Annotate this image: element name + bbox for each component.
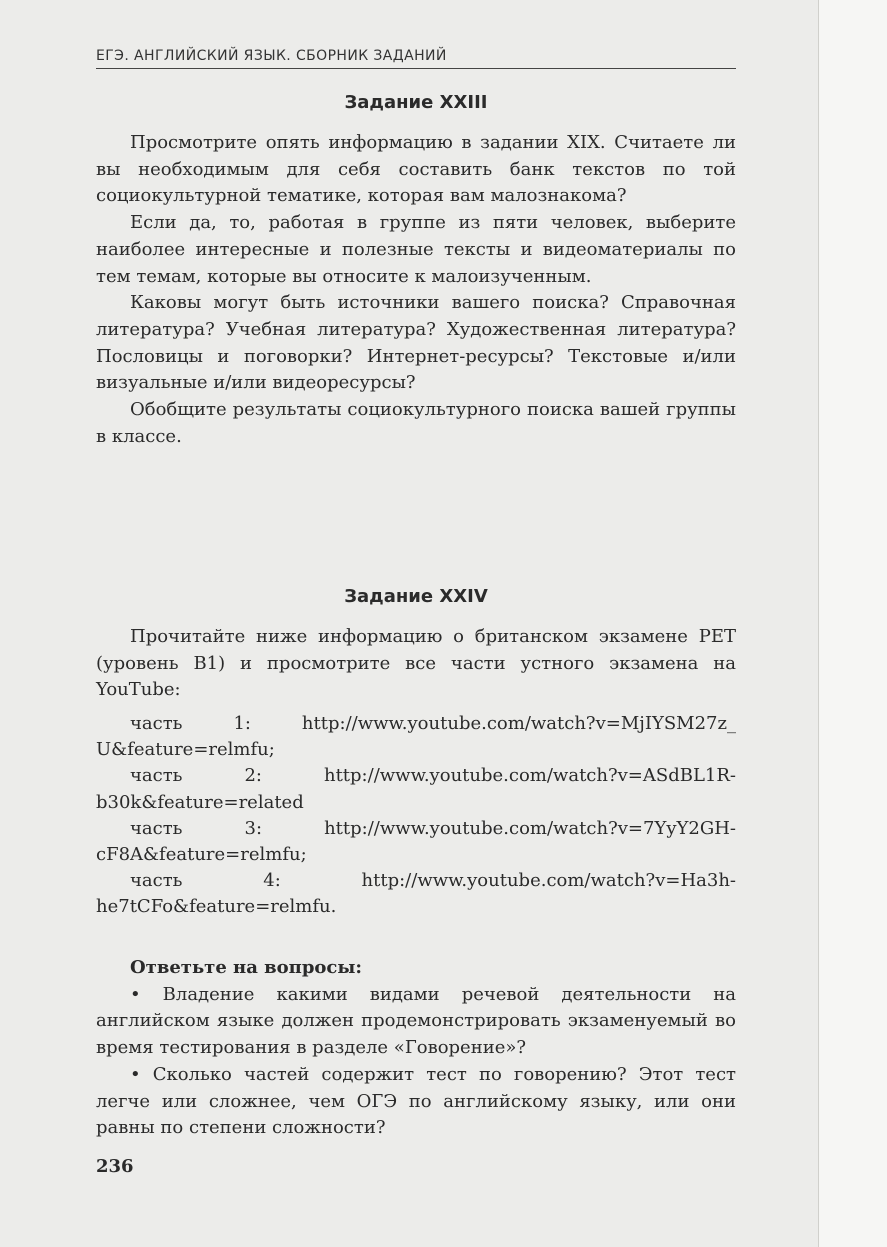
link-4-line-2: he7tCFo&feature=relmfu. [96, 896, 337, 918]
task-24-intro-block [96, 624, 736, 704]
task-23-paragraph-3: Каковы могут быть источники вашего поиска? Справочная литература? Учебная литература? Художественная литература? Пословицы и поговорки? Интернет-ресурсы? Текстовые и/или визуальные и/или видеоресурсы? [96, 292, 736, 394]
task-24-title: Задание XXIV [344, 586, 488, 607]
link-item [96, 763, 736, 815]
link-1-line-2: U&feature=relmfu; [96, 739, 275, 761]
youtube-links [96, 711, 736, 921]
link-item [96, 816, 736, 868]
task-23-paragraph-2: Если да, то, работая в группе из пяти человек, выберите наиболее интересные и полезные тексты и видеоматериалы по тем темам, которые вы относите к малоизученным. [96, 212, 736, 287]
task-23-paragraph-1: Просмотрите опять информацию в задании XIX. Считаете ли вы необходимым для себя составить банк текстов по той социокультурной тематике, которая вам малознакома? [96, 132, 736, 207]
question-2: • Сколько частей содержит тест по говорению? Этот тест легче или сложнее, чем ОГЭ по английскому языку, или они равны по степени сложности? [96, 1063, 736, 1139]
question-1: • Владение какими видами речевой деятельности на английском языке должен продемонстрировать экзаменуемый во время тестирования в разделе «Говорение»? [96, 983, 736, 1059]
questions-block [96, 955, 736, 1142]
task-23-title: Задание XXIII [344, 92, 488, 113]
task-24-intro: Прочитайте ниже информацию о британском экзамене PET (уровень B1) и просмотрите все части устного экзамена на YouTube: [96, 626, 736, 701]
task-23-paragraph-4: Обобщите результаты социокультурного поиска вашей группы в классе. [96, 399, 736, 447]
link-item [96, 868, 736, 920]
link-item [96, 711, 736, 763]
link-3-line-1: часть 3: http://www.youtube.com/watch?v=7YyY2GH- [130, 817, 736, 839]
link-1-line-1: часть 1: http://www.youtube.com/watch?v=MjIYSM27z_ [130, 713, 736, 734]
link-4-line-1: часть 4: http://www.youtube.com/watch?v=Ha3h- [130, 870, 736, 892]
questions-heading: Ответьте на вопросы: [130, 957, 363, 978]
link-2-line-2: b30k&feature=related [96, 791, 304, 813]
task-23-body [96, 130, 736, 450]
link-2-line-1: часть 2: http://www.youtube.com/watch?v=ASdBL1R- [130, 765, 736, 787]
running-head: ЕГЭ. АНГЛИЙСКИЙ ЯЗЫК. СБОРНИК ЗАДАНИЙ [96, 48, 736, 69]
page-edge [818, 0, 887, 1247]
link-3-line-2: cF8A&feature=relmfu; [96, 844, 307, 866]
page-number: 236 [96, 1156, 134, 1177]
